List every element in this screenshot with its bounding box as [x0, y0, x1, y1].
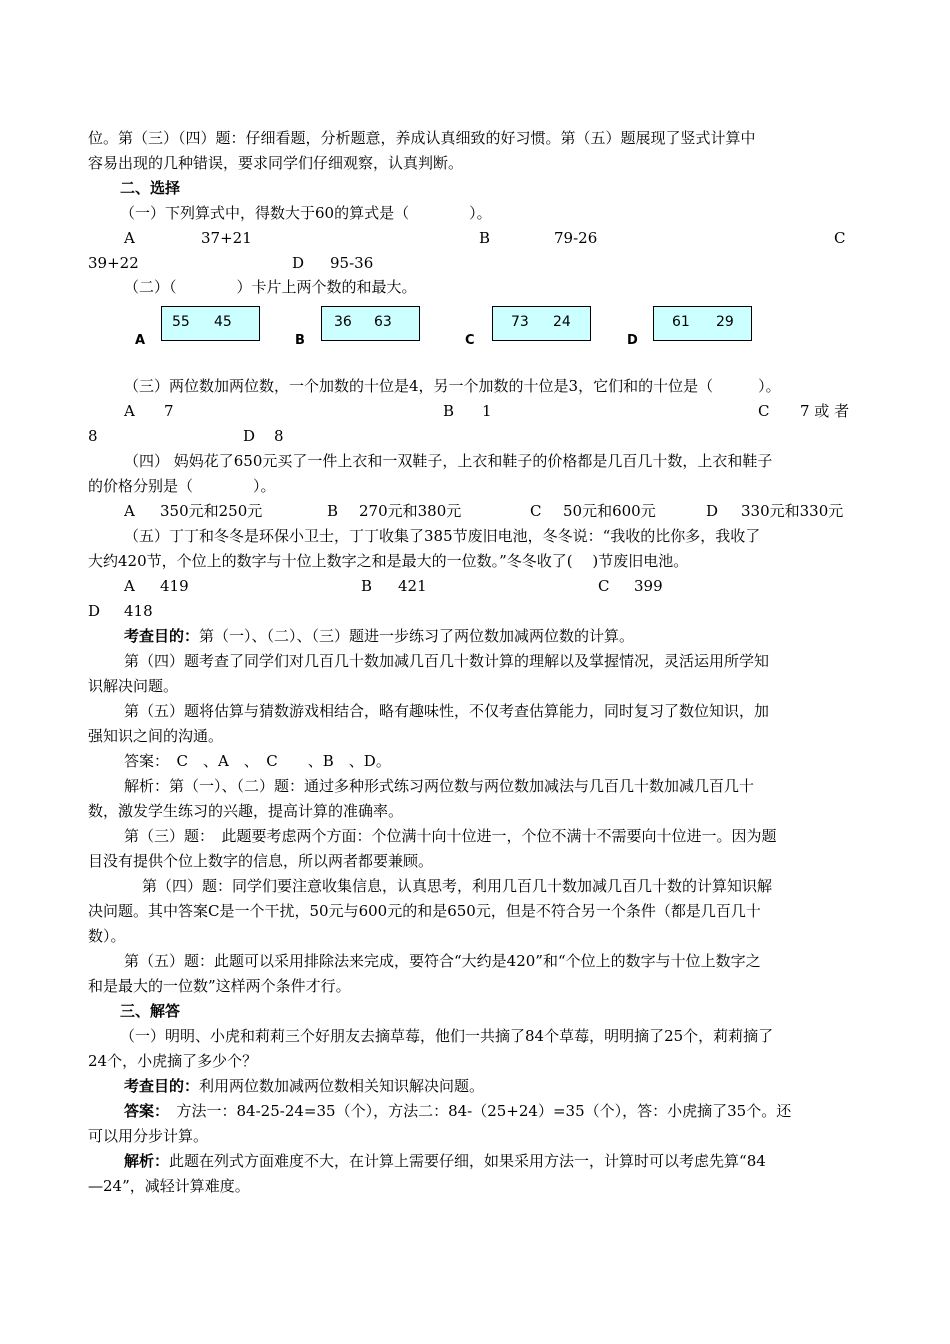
answer-text: 方法一：84-25-24=35（个），方法二：84-（25+24）=35（个），答：小虎摘了35个。还 — [161, 1102, 792, 1120]
option-value: 421 — [398, 577, 427, 595]
option-letter: B — [443, 402, 455, 420]
option-letter: A — [124, 502, 135, 520]
text-line: 和是最大的一位数”这样两个条件才行。 — [88, 977, 351, 995]
purpose-text: 第（一）、（二）、（三）题进一步练习了两位数加减两位数的计算。 — [199, 627, 635, 645]
text-line: 第（三）题： 此题要考虑两个方面：个位满十向十位进一，个位不满十不需要向十位进一。因为题 — [124, 827, 777, 845]
option-value: 39+22 — [88, 254, 139, 272]
question-text: 大约420节，个位上的数字与十位上数字之和是最大的一位数。”冬冬收了( )节废旧电池。 — [88, 552, 689, 570]
question-text: （二）（ ）卡片上两个数的和最大。 — [124, 278, 417, 296]
text-line: 强知识之间的沟通。 — [88, 727, 224, 745]
purpose-line — [124, 626, 634, 646]
option-letter: C — [758, 402, 770, 420]
text-line: 第（四）题：同学们要注意收集信息，认真思考，利用几百几十数加减几百几十数的计算知识解 — [142, 877, 773, 895]
text-line: 解析：第（一）、（二）题：通过多种形式练习两位数与两位数加减法与几百几十数加减几百几十 — [124, 777, 755, 795]
option-value: 7 — [164, 402, 174, 420]
analysis-line — [124, 1151, 766, 1171]
purpose-line — [124, 1076, 484, 1096]
option-letter: A — [124, 577, 135, 595]
card-letter: D — [627, 333, 638, 348]
option-letter: C — [834, 229, 846, 247]
text-line: 数，激发学生练习的兴趣，提高计算的准确率。 — [88, 802, 404, 820]
card-letter: B — [295, 333, 305, 348]
text-line: 第（五）题将估算与猜数游戏相结合，略有趣味性，不仅考查估算能力，同时复习了数位知识，加 — [124, 702, 770, 720]
section-heading: 三、解答 — [120, 1002, 181, 1020]
text-line: 决问题。其中答案C是一个干扰，50元与600元的和是650元，但是不符合另一个条件（都是几百几十 — [88, 902, 761, 920]
option-letter: D — [706, 502, 719, 520]
answer-line: 答案： C 、A 、 C 、B 、D。 — [124, 752, 391, 770]
card-letter: A — [135, 333, 146, 348]
option-value: 330元和330元 — [741, 502, 844, 520]
card-number: 29 — [716, 314, 734, 330]
option-letter: A — [124, 229, 135, 247]
question-text: （四） 妈妈花了650元买了一件上衣和一双鞋子，上衣和鞋子的价格都是几百几十数，上衣和鞋子 — [124, 452, 773, 470]
analysis-text: 此题在列式方面难度不大，在计算上需要仔细，如果采用方法一，计算时可以考虑先算“84 — [169, 1152, 766, 1170]
option-letter: D — [292, 254, 305, 272]
answer-line — [124, 1101, 791, 1121]
option-value: 7 或 者 — [800, 402, 850, 420]
question-text: （一）明明、小虎和莉莉三个好朋友去摘草莓，他们一共摘了84个草莓，明明摘了25个，莉莉摘了 — [120, 1027, 774, 1045]
number-card-b — [321, 306, 420, 341]
option-value: 270元和380元 — [359, 502, 462, 520]
purpose-text: 利用两位数加减两位数相关知识解决问题。 — [199, 1077, 485, 1095]
option-letter: C — [598, 577, 610, 595]
option-letter: D — [88, 602, 101, 620]
option-letter: B — [327, 502, 339, 520]
option-value: 95-36 — [330, 254, 374, 272]
text-line: 目没有提供个位上数字的信息，所以两者都要兼顾。 — [88, 852, 434, 870]
text-line: 容易出现的几种错误，要求同学们仔细观察，认真判断。 — [88, 154, 464, 172]
option-value: 8 — [274, 427, 284, 445]
analysis-label: 解析： — [124, 1152, 170, 1170]
option-letter: B — [479, 229, 491, 247]
option-value: 79-26 — [554, 229, 598, 247]
purpose-label: 考查目的： — [124, 627, 200, 645]
option-letter: B — [361, 577, 373, 595]
card-number: 73 — [511, 314, 529, 330]
purpose-label: 考查目的： — [124, 1077, 200, 1095]
card-number: 61 — [672, 314, 690, 330]
question-text: （一）下列算式中，得数大于60的算式是（ ）。 — [120, 204, 492, 222]
text-line: 第（五）题：此题可以采用排除法来完成，要符合“大约是420”和“个位上的数字与十位上数字之 — [124, 952, 761, 970]
card-number: 45 — [214, 314, 232, 330]
option-value: 399 — [634, 577, 663, 595]
card-number: 24 — [553, 314, 571, 330]
option-letter: D — [243, 427, 256, 445]
card-number: 63 — [374, 314, 392, 330]
option-value: 37+21 — [201, 229, 252, 247]
number-card-a — [161, 306, 260, 341]
text-line: —24”，减轻计算难度。 — [88, 1177, 250, 1195]
card-letter: C — [465, 333, 475, 348]
option-value: 350元和250元 — [160, 502, 263, 520]
number-card-c — [492, 306, 591, 341]
question-text: （三）两位数加两位数，一个加数的十位是4，另一个加数的十位是3，它们和的十位是（ ）。 — [124, 377, 781, 395]
option-value: 418 — [124, 602, 153, 620]
text-line: 位。第（三）（四）题：仔细看题，分析题意，养成认真细致的好习惯。第（五）题展现了竖式计算中 — [88, 129, 756, 147]
answer-label: 答案： — [124, 1102, 162, 1120]
option-letter: C — [530, 502, 542, 520]
option-letter: A — [124, 402, 135, 420]
card-number: 36 — [334, 314, 352, 330]
text-line: 第（四）题考查了同学们对几百几十数加减几百几十数计算的理解以及掌握情况，灵活运用所学知 — [124, 652, 770, 670]
text-line: 识解决问题。 — [88, 677, 179, 695]
text-line: 数）。 — [88, 927, 126, 945]
text-line: 可以用分步计算。 — [88, 1127, 209, 1145]
section-heading: 二、选择 — [120, 179, 181, 197]
option-value: 8 — [88, 427, 98, 445]
option-value: 419 — [160, 577, 189, 595]
card-number: 55 — [172, 314, 190, 330]
question-text: （五）丁丁和冬冬是环保小卫士，丁丁收集了385节废旧电池，冬冬说：“我收的比你多，我收了 — [124, 527, 761, 545]
option-value: 50元和600元 — [563, 502, 656, 520]
number-card-d — [653, 306, 752, 341]
question-text: 的价格分别是（ ）。 — [88, 477, 276, 495]
question-text: 24个，小虎摘了多少个？ — [88, 1052, 258, 1070]
option-value: 1 — [482, 402, 492, 420]
